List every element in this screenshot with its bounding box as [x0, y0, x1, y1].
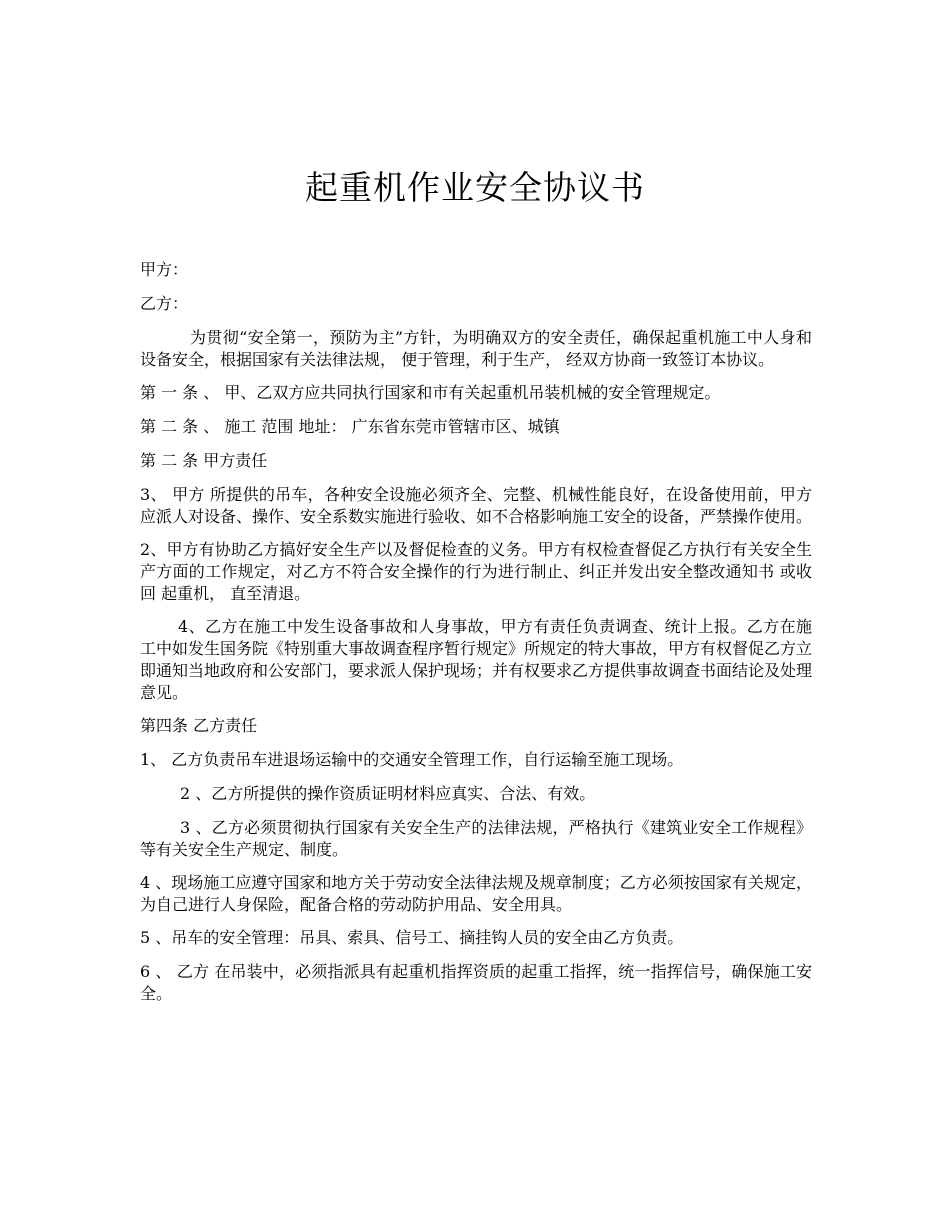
party-b-clause: 2 、乙方所提供的操作资质证明材料应真实、合法、有效。 [180, 784, 596, 803]
party-b-clause: 1、 乙方负责吊车进退场运输中的交通安全管理工作，自行运输至施工现场。 [140, 750, 684, 769]
party-a-clause: 3、 甲方 所提供的吊车，各种安全设施必须齐全、完整、机械性能良好，在设备使用前，甲方应派人对设备、操作、安全系数实施进行验收、如不合格影响施工安全的设备，严禁操作使用。 [140, 485, 813, 526]
article-heading-party-a: 第 二 条 甲方责任 [140, 451, 268, 470]
party-b-clause: 3 、乙方必须贯彻执行国家有关安全生产的法律法规，严格执行《建筑业安全工作规程》等有关安全生产规定、制度。 [140, 818, 812, 859]
document-body [140, 259, 812, 1016]
party-b-line: 乙方： [140, 294, 189, 313]
document-title: 起重机作业安全协议书 [305, 168, 645, 207]
article-1: 第 一 条 、 甲、乙双方应共同执行国家和市有关起重机吊装机械的安全管理规定。 [140, 383, 721, 402]
party-a-clause: 2、甲方有协助乙方搞好安全生产以及督促检查的义务。甲方有权检查督促乙方执行有关安全生产方面的工作规定，对乙方不符合安全操作的行为进行制止、纠正并发出安全整改通知书 或收回 起重机， 直至清退。 [140, 540, 812, 603]
party-a-line: 甲方： [140, 260, 189, 279]
party-b-clause: 5 、吊车的安全管理：吊具、索具、信号工、摘挂钩人员的安全由乙方负责。 [140, 928, 684, 947]
party-b-clause: 4 、现场施工应遵守国家和地方关于劳动安全法律法规及规章制度；乙方必须按国家有关规定，为自己进行人身保险，配备合格的劳动防护用品、安全用具。 [140, 873, 812, 914]
party-a-clause: 4、乙方在施工中发生设备事故和人身事故，甲方有责任负责调查、统计上报。乙方在施工中如发生国务院《特别重大事故调查程序暂行规定》所规定的特大事故，甲方有权督促乙方立即通知当地政府和公安部门，要求派人保护现场；并有权要求乙方提供事故调查书面结论及处理意见。 [140, 617, 813, 702]
article-2-scope: 第 二 条 、 施工 范围 地址： 广东省东莞市管辖市区、城镇 [140, 417, 560, 436]
party-b-clause: 6 、 乙方 在吊装中，必须指派具有起重机指挥资质的起重工指挥，统一指挥信号，确保施工安全。 [140, 962, 812, 1003]
article-heading-party-b: 第四条 乙方责任 [140, 716, 258, 735]
preamble-paragraph: 为贯彻“安全第一，预防为主”方针，为明确双方的安全责任，确保起重机施工中人身和设备安全，根据国家有关法律法规， 便于管理，利于生产， 经双方协商一致签订本协议。 [140, 328, 812, 369]
